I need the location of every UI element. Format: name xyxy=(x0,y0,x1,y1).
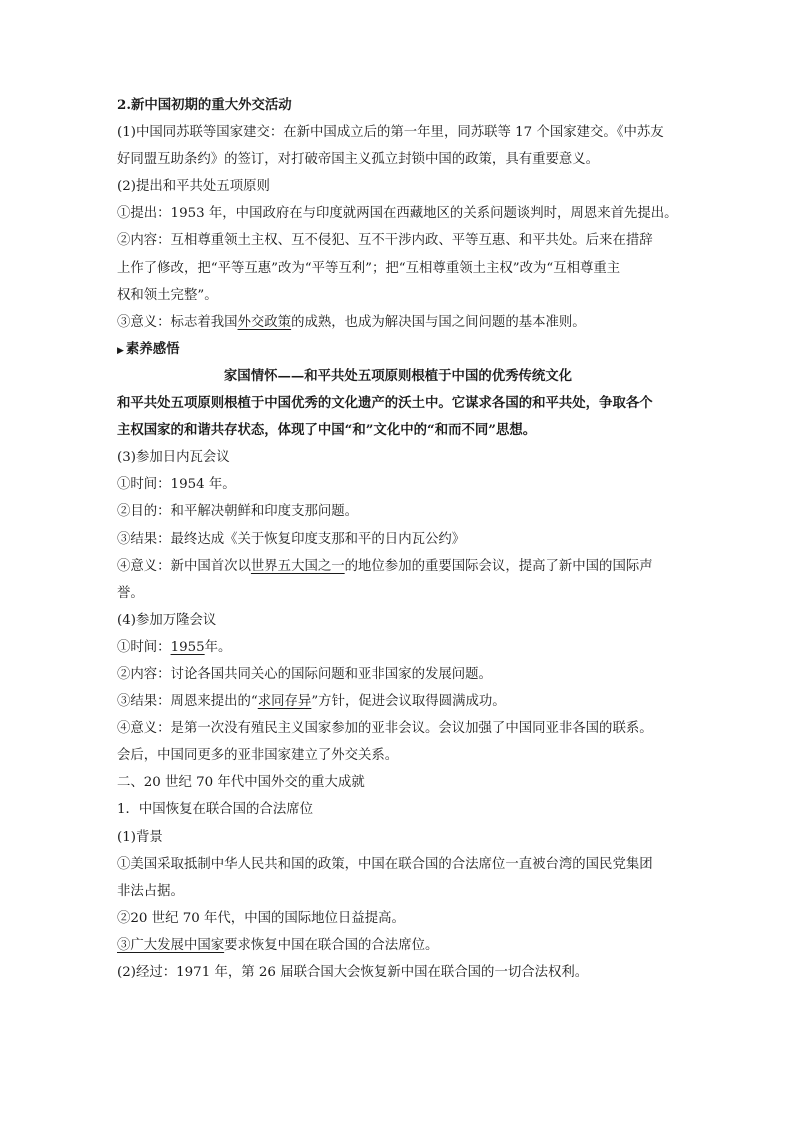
section-title: 二、20 世纪 70 年代中国外交的重大成就 xyxy=(117,775,365,791)
subsection-title: (1)背景 xyxy=(117,829,163,845)
subsection-title: (4)参加万隆会议 xyxy=(117,612,217,628)
underlined-term: 1955 xyxy=(170,639,205,655)
text-span: ①时间： xyxy=(117,639,171,655)
paragraph-line: 权和领土完整”。 xyxy=(117,287,218,303)
subsection-title: (2)提出和平共处五项原则 xyxy=(117,179,270,195)
underlined-term: 求同存异 xyxy=(257,694,312,710)
paragraph-line: ①时间：1954 年。 xyxy=(117,477,236,493)
paragraph-line: ①提出：1953 年，中国政府在与印度就两国在西藏地区的关系问题谈判时，周恩来首先提出。 xyxy=(117,206,678,222)
suyang-body-line: 和平共处五项原则根植于中国优秀的文化遗产的沃土中。它谋求各国的和平共处，争取各个 xyxy=(117,395,653,412)
paragraph-line: ①美国采取抵制中华人民共和国的政策，中国在联合国的合法席位一直被台湾的国民党集团 xyxy=(117,856,653,872)
paragraph-line: ④意义：是第一次没有殖民主义国家参加的亚非会议。会议加强了中国同亚非各国的联系。 xyxy=(117,721,653,737)
text-span: ③结果：周恩来提出的“ xyxy=(117,694,258,710)
text-span: ”方针，促进会议取得圆满成功。 xyxy=(311,694,506,710)
paragraph-line xyxy=(117,932,679,959)
triangle-marker-icon: ▶ xyxy=(117,345,124,356)
paragraph-line: 上作了修改，把“平等互惠”改为“平等互利”；把“互相尊重领土主权”改为“互相尊重主 xyxy=(117,260,621,276)
paragraph-line: ②目的：和平解决朝鲜和印度支那问题。 xyxy=(117,504,359,520)
text-span: ③意义：标志着我国 xyxy=(117,314,238,330)
text-span: 要求恢复中国在联合国的合法席位。 xyxy=(224,937,439,953)
section-title: 2.新中国初期的重大外交活动 xyxy=(117,97,292,113)
underlined-term: ③广大发展中国家 xyxy=(117,937,225,953)
paragraph-line: 好同盟互助条约》的签订，对打破帝国主义孤立封锁中国的政策，具有重要意义。 xyxy=(117,152,600,168)
paragraph-line: 誉。 xyxy=(117,585,144,601)
paragraph-line: (1)中国同苏联等国家建交：在新中国成立后的第一年里，同苏联等 17 个国家建交。《中苏友 xyxy=(117,125,664,141)
underlined-term: 外交政策 xyxy=(237,314,292,330)
paragraph-line xyxy=(117,309,679,336)
paragraph-line xyxy=(117,634,679,661)
text-span: 年。 xyxy=(204,639,232,655)
text-span: ④意义：新中国首次以 xyxy=(117,558,251,574)
paragraph-line xyxy=(117,553,679,580)
paragraph-line: ②20 世纪 70 年代，中国的国际地位日益提高。 xyxy=(117,910,405,926)
suyang-label xyxy=(117,336,679,363)
suyang-title: 素养感悟 xyxy=(125,340,180,357)
subsection-title: 1．中国恢复在联合国的合法席位 xyxy=(117,802,313,818)
paragraph-line xyxy=(117,688,679,715)
document-body xyxy=(117,92,679,986)
text-span: 的成熟，也成为解决国与国之间问题的基本准则。 xyxy=(291,314,586,330)
suyang-heading: 家国情怀——和平共处五项原则根植于中国的优秀传统文化 xyxy=(223,367,573,384)
subsection-title: (3)参加日内瓦会议 xyxy=(117,450,230,466)
paragraph-line: ②内容：互相尊重领土主权、互不侵犯、互不干涉内政、平等互惠、和平共处。后来在措辞 xyxy=(117,233,653,249)
underlined-term: 世界五大国之一 xyxy=(250,558,345,574)
paragraph-line: ②内容：讨论各国共同关心的国际问题和亚非国家的发展问题。 xyxy=(117,666,492,682)
paragraph-line: 会后，中国同更多的亚非国家建立了外交关系。 xyxy=(117,748,399,764)
paragraph-line: 非法占据。 xyxy=(117,883,184,899)
paragraph-line: (2)经过：1971 年，第 26 届联合国大会恢复新中国在联合国的一切合法权利。 xyxy=(117,965,589,980)
text-span: 的地位参加的重要国际会议，提高了新中国的国际声 xyxy=(344,558,653,574)
paragraph-line: ③结果：最终达成《关于恢复印度支那和平的日内瓦公约》 xyxy=(117,531,466,547)
suyang-body-line: 主权国家的和谐共存状态，体现了中国“和”文化中的“和而不同”思想。 xyxy=(117,422,537,439)
